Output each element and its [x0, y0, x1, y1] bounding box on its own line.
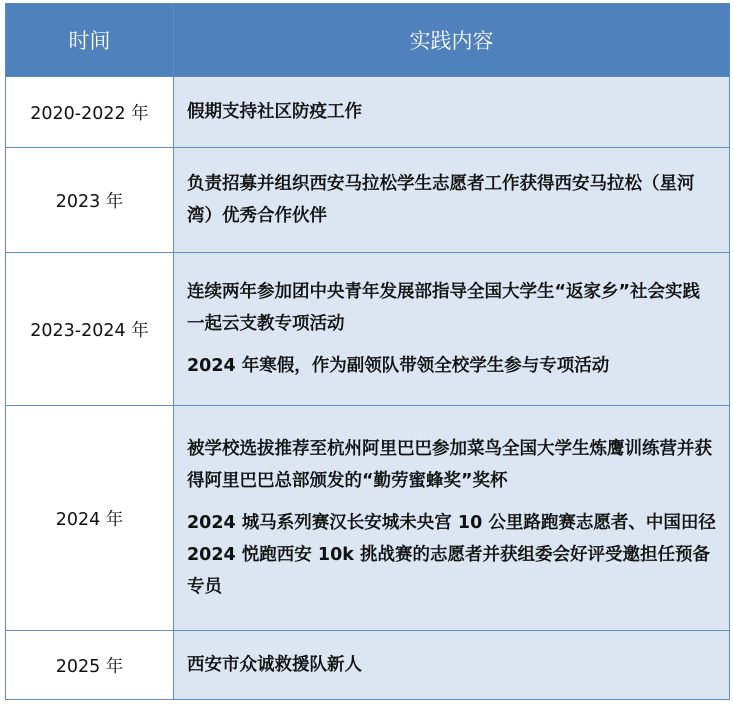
row-content — [174, 77, 730, 148]
row-content — [174, 148, 730, 253]
table-header-row — [6, 4, 730, 77]
row-time: 2025 年 — [6, 631, 174, 700]
table-row — [6, 406, 730, 631]
row-time: 2023-2024 年 — [6, 253, 174, 406]
content-item: 连续两年参加团中央青年发展部指导全国大学生“返家乡”社会实践一起云支教专项活动 — [187, 282, 701, 334]
header-time: 时间 — [6, 4, 174, 77]
content-item: 2024 年寒假，作为副领队带领全校学生参与专项活动 — [187, 356, 610, 376]
table-row — [6, 631, 730, 700]
content-item: 2024 城马系列赛汉长安城未央宫 10 公里路跑赛志愿者、中国田径 2024 悦跑西安 10k 挑战赛的志愿者并获组委会好评受邀担任预备专员 — [187, 513, 716, 597]
row-time: 2024 年 — [6, 406, 174, 631]
row-time: 2020-2022 年 — [6, 77, 174, 148]
table-row — [6, 77, 730, 148]
table-row — [6, 253, 730, 406]
practice-table — [5, 3, 730, 700]
content-item: 负责招募并组织西安马拉松学生志愿者工作获得西安马拉松（星河湾）优秀合作伙伴 — [187, 174, 695, 226]
content-item: 被学校选拔推荐至杭州阿里巴巴参加菜鸟全国大学生炼鹰训练营并获得阿里巴巴总部颁发的“勤劳蜜蜂奖”奖杯 — [187, 439, 712, 491]
row-content — [174, 631, 730, 700]
row-content — [174, 253, 730, 406]
content-item: 西安市众诚救援队新人 — [187, 655, 362, 675]
table-row — [6, 148, 730, 253]
header-content: 实践内容 — [174, 4, 730, 77]
row-time: 2023 年 — [6, 148, 174, 253]
row-content — [174, 406, 730, 631]
content-item: 假期支持社区防疫工作 — [187, 102, 362, 122]
